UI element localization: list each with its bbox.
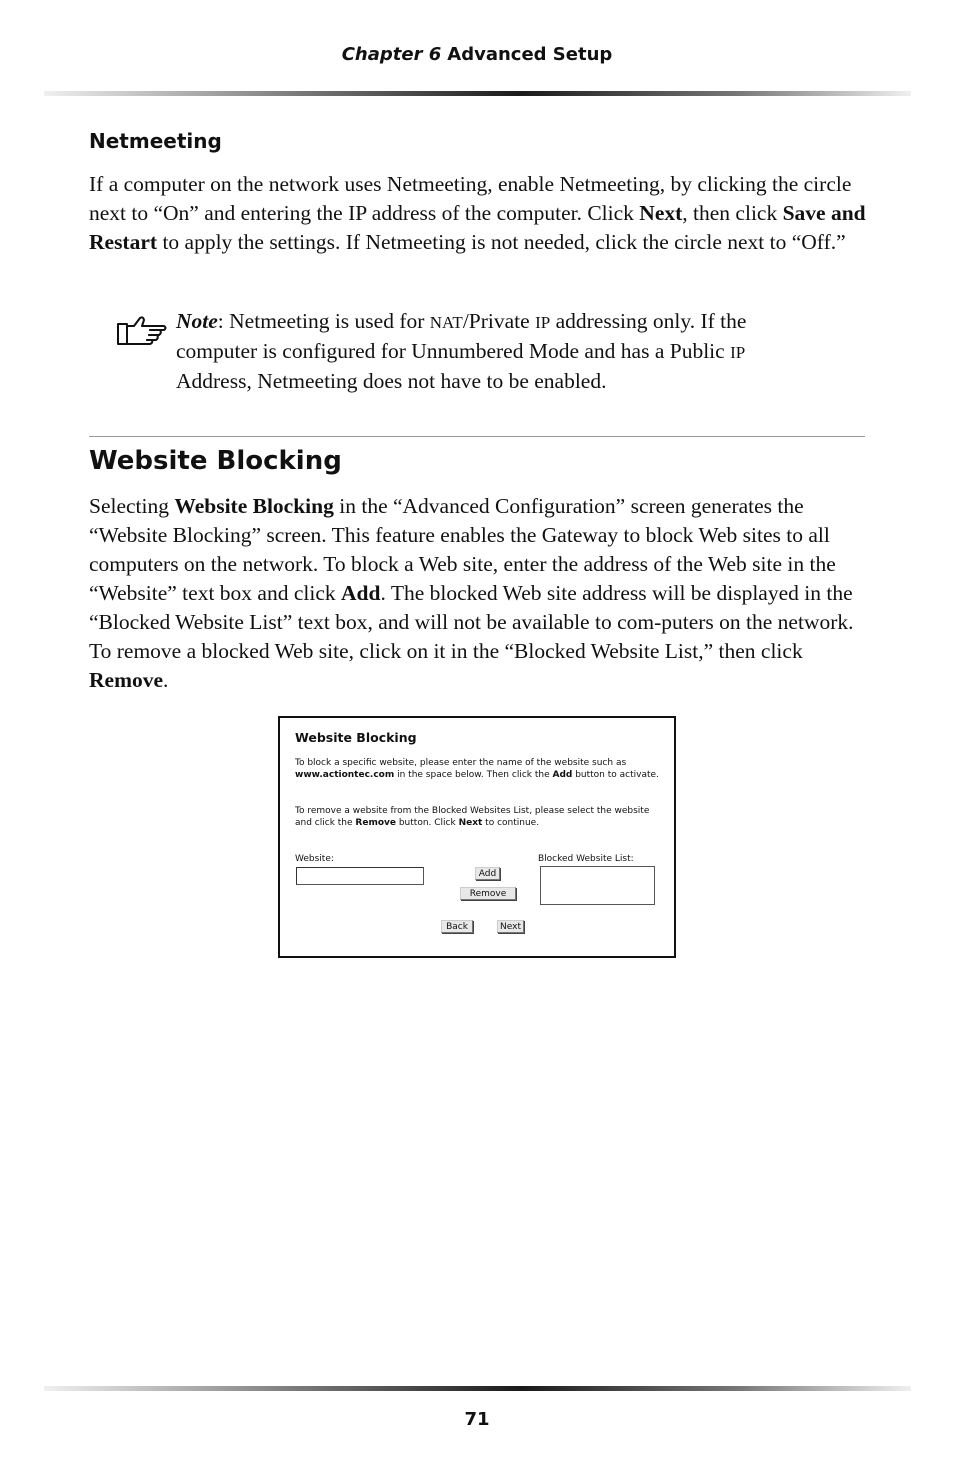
- back-button[interactable]: Back: [441, 920, 473, 933]
- website-blocking-screenshot: [278, 716, 676, 958]
- text-run: To block a specific website, please enter the name of the website such as: [295, 758, 627, 768]
- remove-button[interactable]: Remove: [460, 887, 516, 900]
- note-text-3: addressing only. If the computer is configured for Unnumbered Mode and has a Public: [176, 309, 747, 363]
- text-run: button. Click: [395, 817, 459, 828]
- text-run: in the “Advanced Configuration” screen generates the “Website Blocking” screen. This feature enables the Gateway to block Web sites to all computers on the network. To block a Web site, enter the address of the Web site in the “Website” text box and click: [89, 494, 836, 605]
- bold-text-run: Next: [458, 817, 483, 828]
- text-run: Selecting: [89, 494, 175, 518]
- text-run: to apply the settings. If Netmeeting is not needed, click the circle next to “Off.”: [157, 230, 846, 254]
- bold-text-run: Remove: [89, 668, 164, 692]
- bold-text-run: Save and Restart: [89, 201, 866, 254]
- text-run: to continue.: [482, 817, 540, 828]
- text-run: . The blocked Web site address will be displayed in the “Blocked Website List” text box, and will not be available to com-puters on the network. To remove a blocked Web site, click on it in the “Blocked Website List,” then click: [89, 581, 854, 663]
- text-run: .: [163, 668, 169, 692]
- bold-text-run: Next: [639, 201, 683, 225]
- bold-text-run: Remove: [355, 817, 396, 828]
- footer-rule: [44, 1386, 911, 1391]
- note-text-2: /Private: [462, 309, 536, 333]
- header-title: Advanced Setup: [447, 44, 613, 65]
- bold-text-run: Website Blocking: [174, 494, 334, 518]
- page-number: 71: [464, 1409, 490, 1430]
- website-blocking-heading: Website Blocking: [89, 446, 342, 476]
- note-ip-1: IP: [535, 313, 551, 332]
- screenshot-instructions-remove: [295, 806, 663, 829]
- blocked-website-list[interactable]: [540, 866, 655, 905]
- header-rule: [44, 91, 911, 96]
- add-button[interactable]: Add: [475, 867, 500, 880]
- website-label: Website:: [295, 854, 334, 864]
- website-blocking-paragraph: [89, 492, 869, 695]
- netmeeting-paragraph: [89, 170, 869, 257]
- text-run: , then click: [682, 201, 783, 225]
- text-run: To remove a website from the Blocked Websites List, please select the website and click the: [295, 806, 650, 828]
- running-header: [0, 44, 954, 65]
- text-run: in the space below. Then click the: [394, 769, 553, 780]
- note-nat: NAT: [429, 313, 463, 332]
- note-ip-2: IP: [730, 343, 746, 362]
- note-block: [176, 307, 776, 396]
- note-label: Note: [176, 309, 218, 333]
- header-chapter: Chapter 6: [341, 44, 442, 65]
- netmeeting-heading: Netmeeting: [89, 129, 222, 153]
- pointing-hand-icon: [116, 314, 168, 346]
- note-text-1: : Netmeeting is used for: [217, 309, 430, 333]
- website-input[interactable]: [296, 867, 424, 885]
- section-divider: [89, 436, 865, 437]
- next-button[interactable]: Next: [497, 920, 524, 933]
- text-run: If a computer on the network uses Netmeeting, enable Netmeeting, by clicking the circle next to “On” and entering the IP address of the computer. Click: [89, 172, 852, 225]
- screenshot-instructions-add: [295, 758, 663, 781]
- bold-text-run: Add: [552, 769, 573, 780]
- bold-text-run: www.actiontec.com: [295, 769, 395, 780]
- screenshot-title: Website Blocking: [295, 730, 417, 745]
- bold-text-run: Add: [341, 581, 381, 605]
- blocked-list-label: Blocked Website List:: [538, 854, 634, 864]
- text-run: button to activate.: [572, 769, 659, 780]
- note-text-4: Address, Netmeeting does not have to be enabled.: [176, 369, 607, 393]
